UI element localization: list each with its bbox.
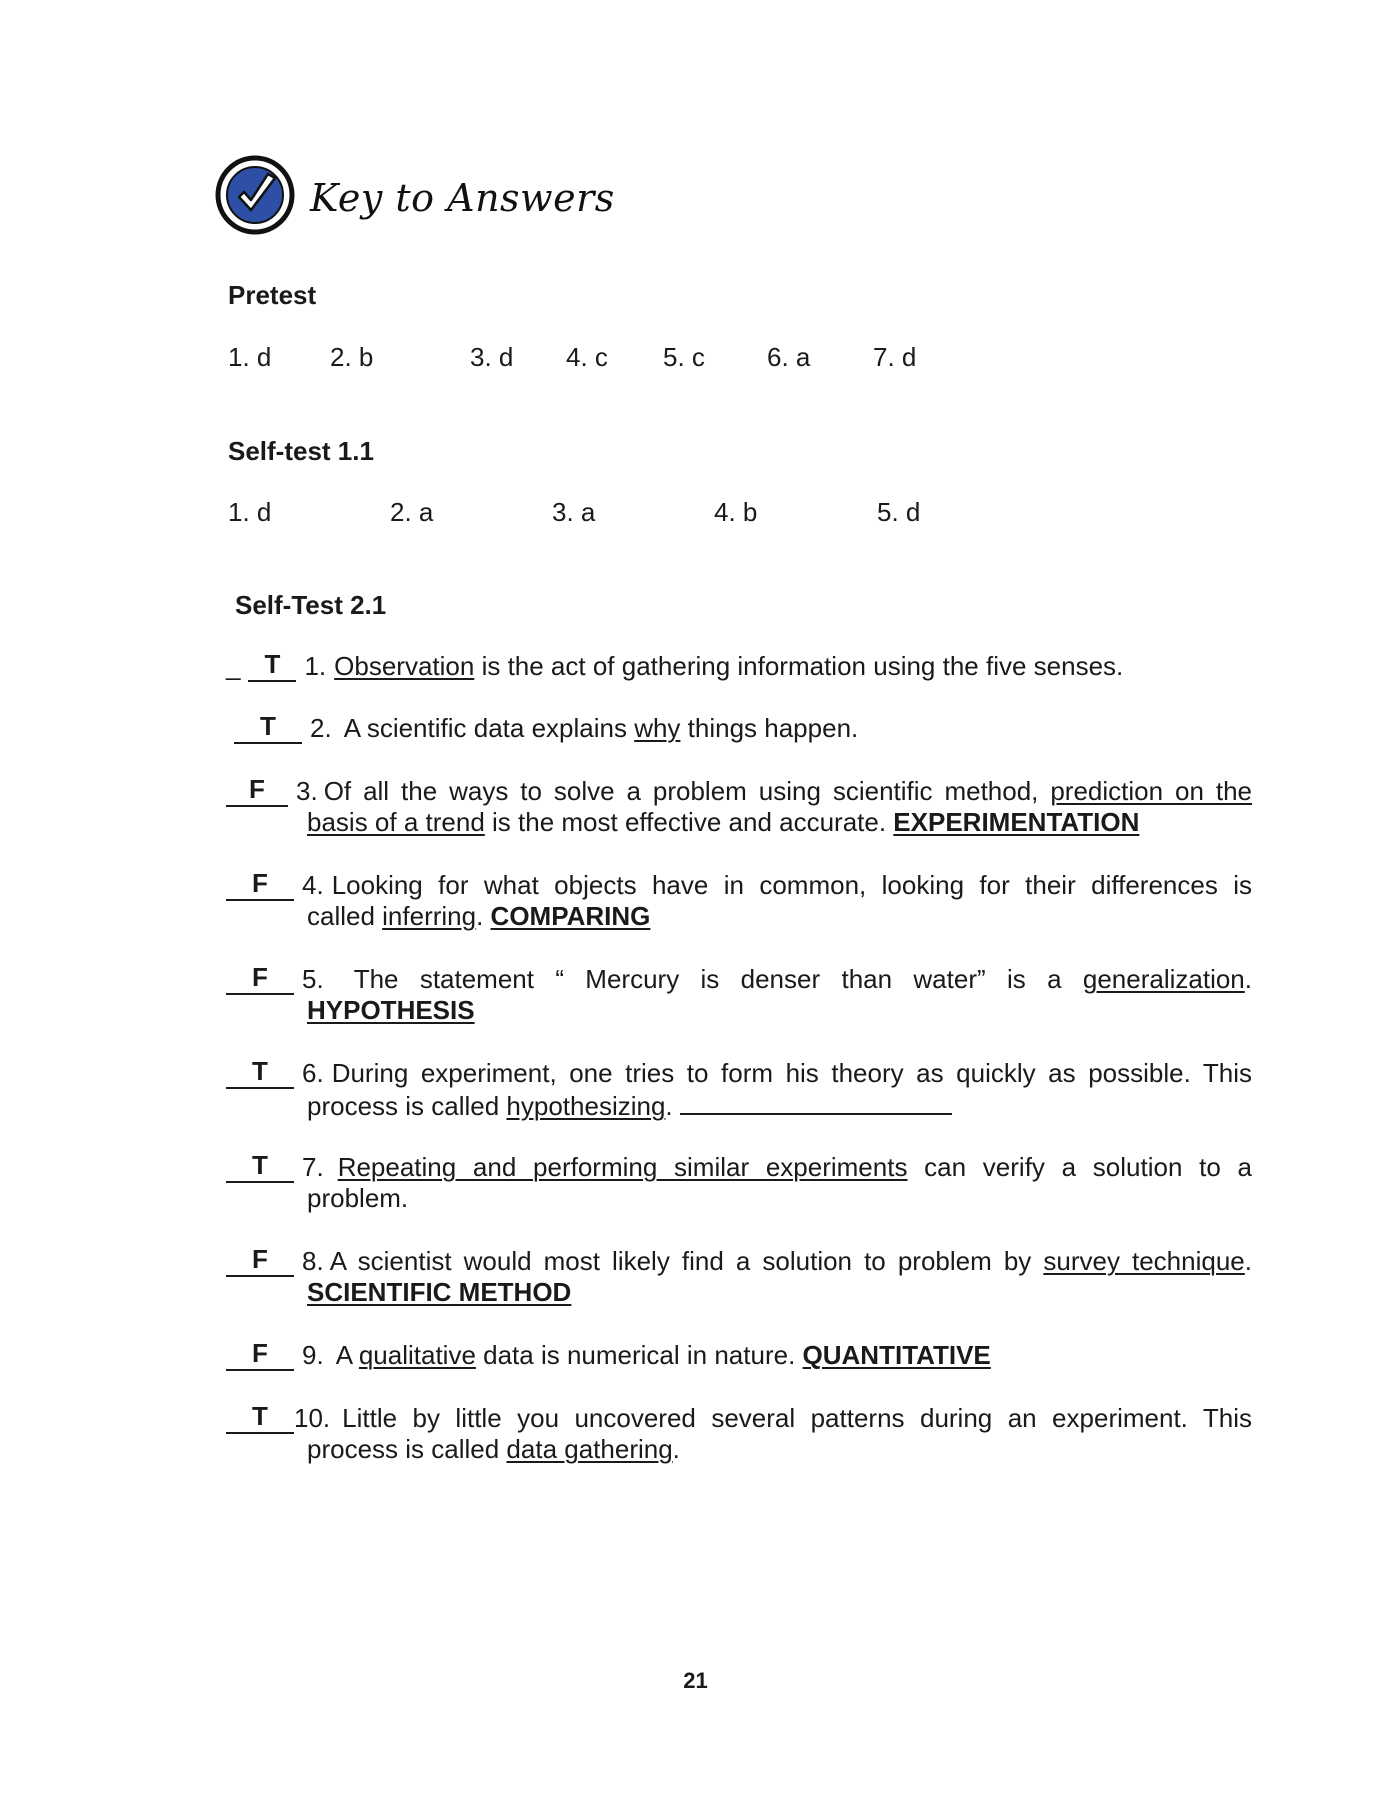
statement: During experiment, one tries to form his theory as quickly as possible. This xyxy=(331,1058,1252,1088)
list-item: F 9. A qualitative data is numerical in nature. QUANTITATIVE xyxy=(226,1340,1252,1371)
answer-blank-line xyxy=(680,1089,952,1115)
answer-mark: F xyxy=(226,1340,294,1371)
statement: A scientist would most likely find a solution to problem by survey technique. xyxy=(329,1246,1252,1276)
statement: The statement “ Mercury is denser than water” is a generalization. xyxy=(353,964,1252,994)
answer: 5. c xyxy=(663,342,705,372)
page-title: Key to Answers xyxy=(310,176,615,220)
correction: SCIENTIFIC METHOD xyxy=(307,1277,572,1307)
check-circle-icon xyxy=(213,154,297,236)
correction: COMPARING xyxy=(490,901,651,931)
correction: EXPERIMENTATION xyxy=(893,807,1140,837)
answer: 4. c xyxy=(566,342,608,372)
answer-mark: T xyxy=(248,651,296,682)
answer-mark: F xyxy=(226,964,294,995)
statement: Of all the ways to solve a problem using scientific method, prediction on the xyxy=(323,776,1253,806)
answer-mark: T xyxy=(226,1058,294,1089)
statement: Observation is the act of gathering information using the five senses. xyxy=(334,651,1124,681)
statement: Repeating and performing similar experiments can verify a solution to a xyxy=(337,1152,1252,1182)
list-item: F 5. The statement “ Mercury is denser than water” is a generalization. HYPOTHESIS xyxy=(226,964,1252,1026)
page-number: 21 xyxy=(683,1668,708,1693)
answer-mark: T xyxy=(234,713,302,744)
list-item: T 10. Little by little you uncovered several patterns during an experiment. This process is called data gathering. xyxy=(226,1403,1252,1465)
pretest-heading: Pretest xyxy=(228,280,317,310)
answer: 5. d xyxy=(877,497,921,527)
list-item: _ T 1. Observation is the act of gathering information using the five senses. xyxy=(226,651,1252,682)
statement: A scientific data explains why things happen. xyxy=(343,713,859,743)
list-item: T 7. Repeating and performing similar experiments can verify a solution to a problem. xyxy=(226,1152,1252,1214)
answer-mark: T xyxy=(226,1152,294,1183)
answer: 1. d xyxy=(228,497,272,527)
answer-mark: F xyxy=(226,1246,294,1277)
answer: 2. a xyxy=(390,497,434,527)
answer: 4. b xyxy=(714,497,758,527)
statement: A qualitative data is numerical in nature. QUANTITATIVE xyxy=(335,1340,991,1370)
list-item: F 3. Of all the ways to solve a problem using scientific method, prediction on the basis of a trend is the most effective and accurate. EXPERIMENTATION xyxy=(226,776,1252,838)
selftest-2-1-heading: Self-Test 2.1 xyxy=(235,590,387,620)
list-item: T 2. A scientific data explains why things happen. xyxy=(226,713,1252,744)
answer: 6. a xyxy=(767,342,811,372)
answer: 7. d xyxy=(873,342,917,372)
list-item: F 8. A scientist would most likely find a solution to problem by survey technique. SCIENTIFIC METHOD xyxy=(226,1246,1252,1308)
answer: 3. a xyxy=(552,497,596,527)
list-item: T 6. During experiment, one tries to form his theory as quickly as possible. This process is called hypothesizing. xyxy=(226,1058,1252,1122)
statement: Looking for what objects have in common, looking for their differences is xyxy=(331,870,1252,900)
selftest-1-1-heading: Self-test 1.1 xyxy=(228,436,374,466)
answer: 2. b xyxy=(330,342,374,372)
answer: 3. d xyxy=(470,342,514,372)
answer-mark: F xyxy=(226,776,288,807)
answer-mark: F xyxy=(226,870,294,901)
answer: 1. d xyxy=(228,342,272,372)
correction: HYPOTHESIS xyxy=(307,995,475,1025)
list-item: F 4. Looking for what objects have in common, looking for their differences is called inferring. COMPARING xyxy=(226,870,1252,932)
answer-mark: T xyxy=(226,1403,294,1434)
statement: Little by little you uncovered several patterns during an experiment. This xyxy=(342,1403,1252,1433)
correction: QUANTITATIVE xyxy=(802,1340,991,1370)
